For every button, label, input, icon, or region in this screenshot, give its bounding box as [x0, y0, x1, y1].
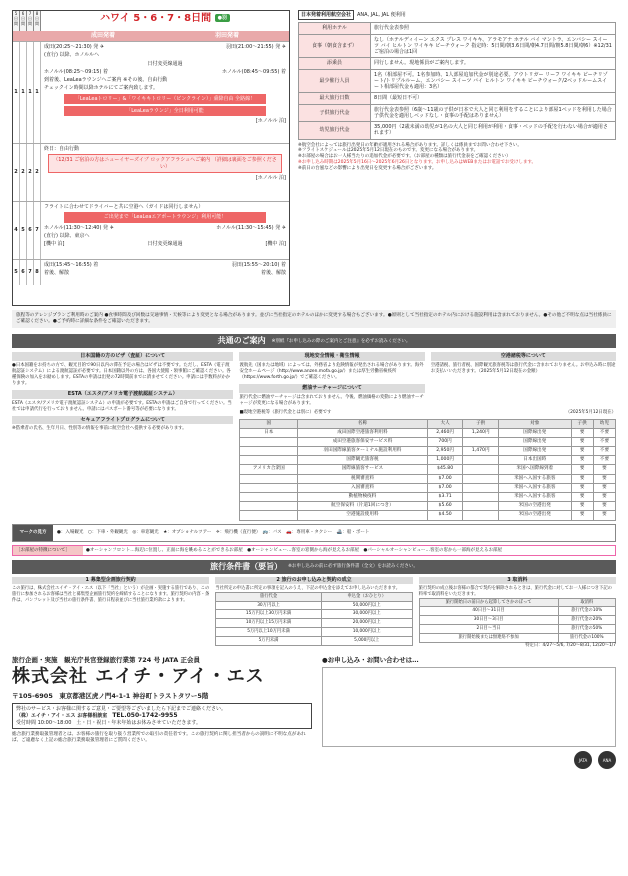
table-cell: 旅行代金の100%	[558, 633, 615, 642]
room-features-text: ●オーシャンフロント…海辺に位置し、正面に海を眺めることができるお部屋 ●オーシャンビュー…客室の窓側から海が見えるお部屋 ●パーシャルオーシャンビュー…客室の窓から一部海が見えるお部屋	[86, 547, 503, 553]
itinerary-day-1	[13, 41, 289, 143]
table-cell	[240, 447, 298, 456]
contact-dept: （株）エイチ・アイ・エス お客様相談室	[16, 713, 108, 720]
info-table	[298, 22, 616, 139]
table-cell: 10,000円以上	[321, 627, 412, 636]
info-key: 幼児旅行代金	[299, 122, 371, 140]
flight-line: ホノルル(11:30〜15:45) 発 ✈	[216, 224, 286, 231]
table-cell: 米国へ入国する旅客	[498, 493, 571, 502]
fees-header-row	[240, 419, 616, 428]
column-header: 子供	[463, 419, 499, 428]
table-cell	[463, 502, 499, 511]
flight-line: ホノルル(08:25〜09:15) 着	[44, 68, 108, 75]
overnight-label: [機中 泊]	[265, 241, 286, 247]
table-cell: 要	[571, 447, 593, 456]
table-cell: 40日目〜31日目	[419, 607, 558, 616]
table-cell: $7.00	[427, 483, 463, 492]
table-cell	[463, 483, 499, 492]
column-text: 空港諸税、旅行者税、国際観光旅客税等は旅行代金に含まれておりません。お申込み時に別途お支払いいただきます。（2025年5月12日現在の金額）	[430, 363, 616, 375]
day-number: 5	[13, 260, 20, 285]
day-number: 1	[34, 42, 41, 143]
table-cell: 要	[571, 511, 593, 520]
airline-label: 日本発着利用航空会社	[298, 10, 354, 20]
info-row	[299, 34, 616, 58]
table-cell: 米国の空港出発	[498, 502, 571, 511]
itinerary-day-3	[13, 201, 289, 259]
table-cell: 国際線出発	[498, 428, 571, 437]
table-cell: 要	[571, 483, 593, 492]
section-subtitle: ※別紙『お申し込みの際のご案内とご注意』を必ずお読みください。	[271, 338, 411, 344]
note-line: ※お申し込み時期は2025年5月16日〜2025年6月26日となります。お申し込みはWEBまたはお電話でお受けします。	[298, 160, 537, 166]
table-cell: 不要	[593, 447, 615, 456]
table-cell: 日本出国時	[498, 456, 571, 465]
airline-row	[298, 10, 616, 20]
itinerary-day-2	[13, 143, 289, 201]
marks-label: マークの見方	[13, 525, 53, 541]
table-cell: 2,460円	[427, 428, 463, 437]
table-cell: 米国へ入国する旅客	[498, 483, 571, 492]
table-row	[240, 456, 616, 465]
table-cell: 10万円以上15万円未満	[216, 619, 321, 628]
info-key: 最大旅行日数	[299, 93, 371, 104]
haneda-label: 羽田発着	[214, 32, 239, 39]
arrival-line: 着後、解散	[44, 270, 70, 277]
table-cell	[240, 511, 298, 520]
table-cell: 羽田国際線旅客ターミナル施設利用料	[298, 447, 428, 456]
narita-label: 成田発着	[90, 32, 115, 39]
column-heading: 3 取消料	[419, 577, 616, 584]
deposit-table	[215, 592, 412, 646]
flight-line: 羽田(15:55〜20:10) 着	[231, 262, 286, 268]
table-cell: 要	[571, 502, 593, 511]
itinerary-day-4	[13, 259, 289, 285]
table-cell: 税関審査料	[298, 474, 428, 483]
info-key: 利用ホテル	[299, 23, 371, 34]
apply-heading: ●お申し込み・お問い合わせは…	[322, 656, 419, 665]
table-cell: 米国へ国際線到着	[498, 465, 571, 474]
info-value: 旅行代金表参照（6歳〜11歳の子供が日本で大人と同じ利用をすることにより部屋1ベッドを利用した場合子供代金を適用しベッドなし・食事の手配はありません）	[371, 104, 616, 122]
activity-line: 到着後、LeaLeaラウンジへご案内 ※その後、自由行動	[44, 77, 168, 83]
info-row	[299, 104, 616, 122]
table-cell: 要	[593, 493, 615, 502]
day-number: 1	[20, 42, 27, 143]
top-section	[12, 10, 616, 306]
info-row	[299, 58, 616, 69]
info-key: 子供旅行代金	[299, 104, 371, 122]
table-row	[419, 616, 615, 625]
table-cell: 国際観光旅客税	[298, 456, 428, 465]
table-cell: 30日目〜3日目	[419, 616, 558, 625]
table-cell: $4.50	[427, 511, 463, 520]
table-cell: 航空保安料（片道1回につき）	[298, 502, 428, 511]
day-number: 1	[27, 42, 34, 143]
table-cell: 旅行開始後または無連絡不参加	[419, 633, 558, 642]
table-cell: 米国の空港出発	[498, 511, 571, 520]
table-cell: 要	[571, 428, 593, 437]
column-header: 名称	[298, 419, 428, 428]
column-header: 子供	[571, 419, 593, 428]
condition-1	[12, 577, 209, 648]
day-header: 5日間	[13, 11, 20, 31]
activity-line: 終日：自由行動	[44, 146, 80, 152]
table-cell: 要	[571, 493, 593, 502]
info-row	[299, 69, 616, 93]
contact-hours: 受付時間 10:00〜18:00 土・日・祝日・年末年始はお休みさせていただきます。	[16, 719, 202, 726]
table-row	[419, 624, 615, 633]
day-number: 2	[13, 144, 20, 201]
table-row	[240, 511, 616, 520]
jata-logo-icon: JATA	[574, 751, 592, 769]
table-cell: 5,000円以上	[321, 636, 412, 645]
info-value: 35,000円（2歳未満の幼児が1名の大人と同じ利用が利用・食事・ベッドの手配を行わない場合が適用されます）	[371, 122, 616, 140]
table-cell: 1,240円	[463, 428, 499, 437]
flight-line: 成田(20:25〜21:30) 発 ✈	[44, 44, 105, 50]
info-value: 同行しません。現地係員がご案内します。	[371, 58, 616, 69]
table-cell: $3.71	[427, 493, 463, 502]
table-cell	[463, 474, 499, 483]
trolley-banner: 「LeaLeaトロリー」&「ワイキキトロリー（ピンクライン）」乗降自由 全路線！	[64, 94, 266, 104]
table-row	[419, 607, 615, 616]
marks-legend	[12, 524, 616, 542]
common-info-band	[12, 334, 616, 348]
table-cell: $5.60	[427, 502, 463, 511]
column-text: この旅行は、株式会社エイチ・アイ・エス（以下「当社」という）が企画・実施する旅行であり、この旅行に参加されるお客様は当社と募集型企画旅行契約を締結することになります。旅行契約の内容・条件は、パンフレット及び当社の旅行条件書、旅行日程表並びに当社旅行業約款によります。	[12, 585, 210, 603]
section-subtitle: ※お申し込みの前に必ず旅行条件書（全文）をお読みください。	[288, 564, 418, 570]
info-key: 添乗員	[299, 58, 371, 69]
column-text: ●日本国籍をお持ちの方で、観光目的で90日以内の滞在予定の場合はビザは不要です。ただし、ESTA（電子渡航認証システム）による渡航認証が必要です。日本国籍以外の方は、各国大使館・領事館にご確認ください。各種保険の加入をお勧めします。ESTAの申請は出発の72時間前までに済ませてください。申請には手数料がかかります。	[12, 363, 231, 386]
legal-note: 総合旅行業務取扱管理者とは、お客様の旅行を取り扱う営業所での取引の責任者です。この旅行契約に関し担当者からの説明に不明な点があれば、ご遠慮なく上記の総合旅行業務取扱管理者にご質問ください。	[12, 732, 306, 744]
table-cell: 要	[593, 483, 615, 492]
day-number: 5	[20, 202, 27, 259]
table-cell	[463, 456, 499, 465]
table-cell: 旅行代金の50%	[558, 624, 615, 633]
table-cell: 要	[571, 437, 593, 446]
table-cell	[240, 456, 298, 465]
column-heading: 現地安全情報・衛生情報	[239, 352, 424, 361]
table-cell: 成田空港旅客保安サービス料	[298, 437, 428, 446]
flight-line: ホノルル(11:30〜12:40) 発 ✈	[44, 224, 114, 231]
company-info	[12, 656, 312, 769]
day-number: 4	[13, 202, 20, 259]
contact-box	[12, 703, 312, 729]
fees-table	[239, 419, 616, 521]
table-cell: 700円	[427, 437, 463, 446]
table-cell: 2,950円	[427, 447, 463, 456]
company-name: 株式会社 エイチ・アイ・エス	[12, 666, 265, 688]
table-cell	[240, 502, 298, 511]
table-row	[216, 610, 412, 619]
registration: 旅行企画・実施 観光庁長官登録旅行業第 724 号 JATA 正会員	[12, 656, 201, 665]
day-number: 2	[27, 144, 34, 201]
column-heading: 燃油サーチャージについて	[239, 384, 424, 393]
lounge-banner: 「LeaLeaラウンジ」全日利用可能	[64, 106, 266, 116]
table-row	[419, 633, 615, 642]
info-key: 最少催行人員	[299, 69, 371, 93]
safety-column	[239, 352, 616, 520]
overnight-label: [ホノルル 泊]	[255, 174, 286, 181]
table-cell: 30,000円以上	[321, 610, 412, 619]
fees-date: （2025年5月12日現在）	[565, 409, 616, 415]
marks-text: ●：入場観光 ○：下車・外観観光 ◎：車窓観光 ★：オプショナルツアー ✈：飛行機（直行便） 🚌：バス 🚗：専用車・タクシー 🚢：船・ボート	[57, 529, 370, 535]
ana-logo-icon: ANA	[598, 751, 616, 769]
column-text: 当社所定の申込書に所定の事項を記入のうえ、下記の申込金を添えてお申し込みいただきます。	[215, 585, 401, 591]
table-cell: 要	[571, 456, 593, 465]
cancellation-table	[419, 598, 616, 643]
column-header: 旅行開始日の前日から起算してさかのぼって	[419, 598, 558, 607]
table-row	[240, 428, 616, 437]
table-cell: 動植物検疫料	[298, 493, 428, 502]
column-heading: 空港諸税等について	[431, 352, 616, 361]
column-header: 国	[240, 419, 298, 428]
tour-info	[298, 10, 616, 306]
day-header: 6日間	[20, 11, 27, 31]
day-number: 2	[20, 144, 27, 201]
table-cell: 国際線旅客サービス	[298, 465, 428, 474]
newyear-banner: （12/31 ご宿泊の方はニューイヤーズイブ ロックアフラシュへご案内 （詳細は裏面をご参照ください）	[48, 154, 282, 173]
conditions-band	[12, 560, 616, 574]
note-line: ※お部屋の場合はお一人様当たりの追加代金が必要です。（お部屋の種類は旅行代金表をご確認ください）	[298, 154, 511, 160]
arrival-line: 着後、解散	[260, 270, 286, 277]
arrangement-notes: 旅程等のアレンジプランご利用時のご案内 ●食事時間及び回数は交通事情・天候等により変更となる場合があります。並びに当社指定のホテルのほかに変更する場合もございます。●原則として当社指定のホテル内における施設利用は含まれておりません。●その他ご不明な点は当社係員にご確認ください。●ご予約時に詳細な条件をご確認いただきます。	[12, 310, 616, 328]
table-cell: 要	[571, 465, 593, 474]
airport-subheader	[13, 31, 289, 41]
table-cell: $7.00	[427, 474, 463, 483]
table-cell	[463, 493, 499, 502]
day-number: 6	[20, 260, 27, 285]
note-line: ※前日の台風などの影響により出発日を変更する場合がございます。	[298, 165, 437, 171]
info-row	[299, 122, 616, 140]
day-number: 1	[13, 42, 20, 143]
table-cell: 不要	[593, 428, 615, 437]
column-header: 対象	[498, 419, 571, 428]
table-cell: 米国へ入国する旅客	[498, 474, 571, 483]
table-cell: 5万円未満	[216, 636, 321, 645]
table-cell: 1,000円	[427, 456, 463, 465]
column-header: 取消料	[558, 598, 615, 607]
info-value: 8日間（最短日不可）	[371, 93, 616, 104]
column-text: ESTA（エスタ/アメリカ電子渡航認証システム）の申請が必要です。ESTAの申請はご自身で行ってください。当社では申請代行を行っておりません。申請にはパスポート番号等が必要になります。	[12, 400, 232, 412]
table-cell: 日本	[240, 428, 298, 437]
table-cell: 20,000円以上	[321, 619, 412, 628]
table-cell: 要	[571, 474, 593, 483]
table-cell	[240, 493, 298, 502]
table-cell: アメリカ合衆国	[240, 465, 298, 474]
table-row	[216, 627, 412, 636]
table-cell: 2日目〜当日	[419, 624, 558, 633]
column-header: 申込金（おひとり）	[321, 592, 412, 601]
table-cell: 15万円以上30万円未満	[216, 610, 321, 619]
table-row	[240, 447, 616, 456]
day-number: 7	[34, 202, 41, 259]
section-title: 共通のご案内	[217, 336, 266, 346]
table-cell: 不要	[593, 437, 615, 446]
section-title: 旅行条件書（要旨）	[210, 562, 283, 572]
note-line: ※航空会社によっては旅行出発日の年齢が適用される場合があります。詳しくは係員までお問い合わせ下さい。	[298, 142, 522, 148]
table-row	[240, 483, 616, 492]
day-number: 8	[34, 260, 41, 285]
itinerary-header	[13, 11, 289, 31]
table-cell	[463, 437, 499, 446]
table-cell	[463, 465, 499, 474]
airport-badge: ●羽	[215, 14, 230, 22]
day-header: 7日間	[27, 11, 34, 31]
day-number: 2	[34, 144, 41, 201]
column-heading: ESTA（エスタ/アメリカ電子渡航認証システム）	[12, 390, 233, 399]
table-cell	[463, 511, 499, 520]
table-cell: 入国審査料	[298, 483, 428, 492]
note-line: ※フライトスケジュールは2025年5月12日現在のものです。変更になる場合があります。	[298, 148, 479, 154]
table-row	[240, 474, 616, 483]
flight-line: 羽田(21:00〜21:55) 発 ✈	[225, 44, 286, 50]
column-text: ※搭乗者の氏名、生年月日、性別等の情報を事前に航空会社へ提供する必要があります。	[12, 426, 187, 432]
visa-column	[12, 352, 233, 520]
table-cell	[240, 437, 298, 446]
column-header: 大人	[427, 419, 463, 428]
table-cell	[240, 483, 298, 492]
table-cell: 要	[593, 465, 615, 474]
info-notes	[298, 143, 616, 172]
table-cell: 国際線出発	[498, 437, 571, 446]
dateline-note: 日付変更線通過	[147, 241, 183, 247]
info-value: 旅行代金表参照	[371, 23, 616, 34]
table-cell: 成田国際空港旅客利用料	[298, 428, 428, 437]
fees-caption: ■現地空港税等（旅行代金とは別に）必要です	[239, 409, 332, 415]
special-dates-note: 特定日：4/27〜5/6, 7/20〜8/31, 12/20〜1/7	[525, 642, 616, 648]
flight-line: ホノルル(08:45〜09:55) 着	[222, 68, 286, 75]
table-cell: 不要	[593, 456, 615, 465]
day-number: 7	[27, 260, 34, 285]
condition-2	[215, 577, 412, 648]
column-heading: セキュアフライトプログラムについて	[12, 416, 233, 425]
column-text: 渡航先（国または地域）によっては、外務省より危険情報が発出される場合があります。海外安全ホームページ（http://www.anzen.mofa.go.jp/）または厚生労働省検疫所（https://www.forth.go.jp/）でご確認ください。	[239, 363, 424, 380]
table-row	[240, 493, 616, 502]
info-row	[299, 93, 616, 104]
activity-line: チェックイン時間以降ホテルにてご案内致します。	[44, 85, 158, 92]
day-number: 6	[27, 202, 34, 259]
overnight-label: [機中 泊]	[44, 241, 65, 247]
table-cell: 空港施設使用料	[298, 511, 428, 520]
column-heading: 2 旅行のお申し込みと契約の成立	[215, 577, 412, 584]
apply-area	[322, 656, 616, 769]
room-features-label: ［お部屋の特徴について］	[13, 546, 83, 556]
table-cell: 5万円以上10万円未満	[216, 627, 321, 636]
flight-line: (直行) 以降、ホノルルへ	[44, 52, 100, 59]
airline-value: ANA, JAL, JAL 便利用	[357, 12, 406, 18]
column-heading: 1 募集型企画旅行契約	[12, 577, 209, 584]
common-info-columns	[12, 352, 616, 520]
contact-intro: 弊社のサービス・お客様に関するご意見・ご要望等ございましたら下記までご連絡ください。	[16, 706, 227, 713]
room-features	[12, 545, 616, 557]
contact-phone[interactable]: TEL.050-1742-9955	[112, 712, 178, 720]
footer	[12, 656, 616, 769]
logos	[322, 751, 616, 769]
flight-line: 成田(15:45〜16:55) 着	[44, 262, 99, 268]
table-cell: 要	[593, 474, 615, 483]
company-address: 〒105-6905 東京都港区虎ノ門4-1-1 神谷町トラストタワー5階	[12, 691, 209, 700]
table-row	[216, 636, 412, 645]
info-key: 食事（朝食含まず）	[299, 34, 371, 58]
table-cell: $45.80	[427, 465, 463, 474]
info-value: なし（ホテルディイーン エクス プレス ワイキキ、アラモアナ ホテル バイ マントラ、エンバシー スイーツ バイ ヒルトン ワイキキ ビーチウォーク 指定時：5日間/朝3.6日間/朝4.7日間/朝5.8日間/朝6）※12/31 ご宿泊の場合は1回	[371, 34, 616, 58]
table-row	[240, 465, 616, 474]
table-cell: 旅行代金の20%	[558, 616, 615, 625]
column-text: 旅行代金に燃油サーチャージは含まれておりません。今後、燃油価格の変動により燃油サーチャージが変更になる場合があります。	[239, 394, 424, 406]
table-row	[240, 502, 616, 511]
activity-line: フライトに合わせてドライバーと共に空港へ（ガイドは同行しません）	[44, 204, 204, 210]
conditions-columns	[12, 577, 616, 648]
table-cell: 30万円以上	[216, 601, 321, 610]
flight-line: (直行) 以降、東京へ	[44, 232, 90, 239]
itinerary-title	[41, 11, 289, 31]
condition-3	[419, 577, 616, 648]
column-header: 旅行代金	[216, 592, 321, 601]
table-cell: 1,470円	[463, 447, 499, 456]
table-cell	[240, 474, 298, 483]
table-row	[216, 619, 412, 628]
info-value: 1名（相部屋不可。1名参加時、1人部屋追加代金が別途必要。アウトリガー リーフ ワイキキ ビーチリゾート/トリプルルーム、エンバシー スイーツ バイ ヒルトン ワイキキ ビーチウォーク/2ベッドルームスイート相部屋代金も適用：3名）	[371, 69, 616, 93]
agent-stamp-area	[322, 667, 616, 747]
info-row	[299, 23, 616, 34]
column-text: 旅行契約の成立後お客様の都合で契約を解除されるときは、旅行代金に対してお一人様につき下記の料率で取消料をいただきます。	[418, 585, 612, 597]
itinerary-table	[12, 10, 290, 306]
table-cell: 要	[593, 511, 615, 520]
table-cell: 要	[593, 502, 615, 511]
day-header: 8日間	[34, 11, 41, 31]
table-cell: 旅行代金の10%	[558, 607, 615, 616]
column-header: 幼児	[593, 419, 615, 428]
day-headers	[13, 11, 41, 31]
overnight-label: [ホノルル 泊]	[255, 118, 286, 124]
airport-lounge-banner: ご出発まで「LeaLeaエアポートラウンジ」利用可能！	[64, 212, 266, 222]
dateline-note: 日付変更線通過	[147, 60, 183, 67]
table-cell: 国際線出発	[498, 447, 571, 456]
column-heading: 日本国籍の方のビザ（査証）について	[12, 352, 233, 361]
table-row	[240, 437, 616, 446]
table-cell: 50,000円以上	[321, 601, 412, 610]
table-row	[216, 601, 412, 610]
title-text: ハワイ 5・6・7・8日間	[100, 13, 212, 24]
